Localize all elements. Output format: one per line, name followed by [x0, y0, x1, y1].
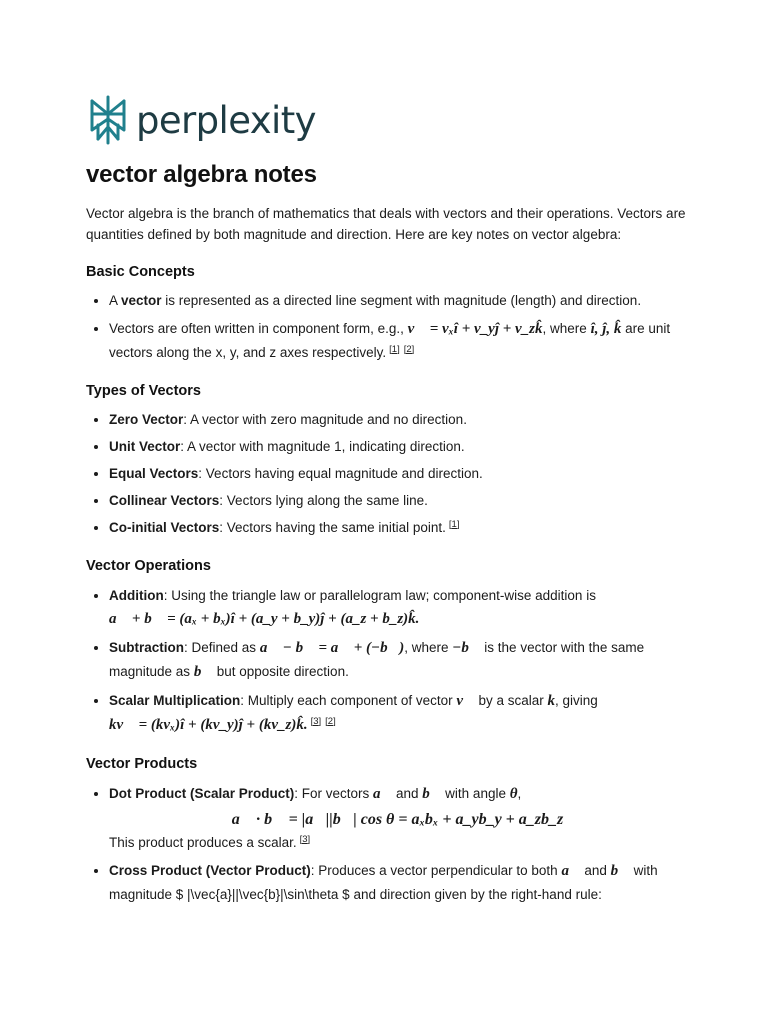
list-item: • Equal Vectors: Vectors having equal magnitude and direction. — [109, 463, 686, 485]
citation-link[interactable]: [1] — [389, 343, 400, 355]
citation-link[interactable]: [2] — [403, 343, 415, 355]
math-formula: k — [547, 693, 555, 709]
basic-concepts-list — [86, 290, 686, 364]
math-formula: b⃗ — [193, 664, 213, 680]
types-of-vectors-list — [86, 409, 686, 539]
list-item: • Scalar Multiplication: Multiply each component of vector v⃗ by a scalar k, giving kv⃗ = (kvₓ)î + (kv_y)ĵ + (kv_z)k̂. [3] [2] — [109, 689, 686, 737]
section-heading-vector-operations: Vector Operations — [86, 558, 211, 574]
list-item: • Co-initial Vectors: Vectors having the same initial point. [1] — [109, 517, 686, 539]
list-item: • Vectors are often written in component form, e.g., v⃗ = vₓî + v_yĵ + v_zk̂, where î, ĵ, k̂ are unit vectors along the x, y, and z axes respectively. [1] [2] — [109, 317, 686, 364]
vector-operations-list — [86, 584, 686, 737]
list-item: • Dot Product (Scalar Product): For vectors a⃗ and b⃗ with angle θ, a⃗ · b⃗ = |a⃗||b⃗| cos θ = aₓbₓ + a_yb_y + a_zb_z This product produces a scalar. [3] — [109, 782, 686, 854]
list-item: • Unit Vector: A vector with magnitude 1, indicating direction. — [109, 436, 686, 458]
section-heading-basic-concepts: Basic Concepts — [86, 264, 195, 280]
list-item: • Zero Vector: A vector with zero magnitude and no direction. — [109, 409, 686, 431]
citation-link[interactable]: [1] — [448, 518, 460, 530]
math-formula: a⃗ − b⃗ = a⃗ + (−b⃗) — [259, 640, 405, 656]
math-formula: v⃗ = vₓî + v_yĵ + v_zk̂ — [407, 321, 543, 337]
list-item: • Subtraction: Defined as a⃗ − b⃗ = a⃗ + (−b⃗), where −b⃗ is the vector with the same magnitude as b⃗ but opposite direction. — [109, 636, 686, 684]
math-formula: b⃗ — [610, 863, 630, 879]
math-formula: î, ĵ, k̂ — [590, 321, 622, 337]
list-item: • Addition: Using the triangle law or parallelogram law; component-wise addition is a⃗ + b⃗ = (aₓ + bₓ)î + (a_y + b_y)ĵ + (a_z + b_z)k̂. — [109, 584, 686, 631]
math-formula: b⃗ — [422, 786, 442, 802]
brand-name: perplexity — [136, 98, 316, 142]
intro-paragraph: Vector algebra is the branch of mathematics that deals with vectors and their operations. Vectors are quantities defined by both magnitude and direction. Here are key notes on vector algebra: — [86, 206, 686, 242]
math-formula: a⃗ + b⃗ = (aₓ + bₓ)î + (a_y + b_y)ĵ + (a_z + b_z)k̂. — [109, 611, 420, 627]
brand-logo — [86, 92, 686, 148]
math-formula: θ — [509, 786, 518, 802]
math-formula: v⃗ — [456, 693, 475, 709]
list-item: • Cross Product (Vector Product): Produces a vector perpendicular to both a⃗ and b⃗ with magnitude $ |\vec{a}||\vec{b}|\sin\theta $ and direction given by the right-hand rule: — [109, 859, 686, 906]
list-item: • A vector is represented as a directed line segment with magnitude (length) and direction. — [109, 290, 686, 312]
math-formula: −b⃗ — [452, 640, 481, 656]
citation-link[interactable]: [2] — [325, 715, 336, 727]
vector-products-list — [86, 782, 686, 906]
display-formula: a⃗ · b⃗ = |a⃗||b⃗| cos θ = aₓbₓ + a_yb_y + a_zb_z — [231, 811, 564, 828]
document — [86, 92, 686, 911]
math-formula: a⃗ — [561, 863, 581, 879]
citation-link[interactable]: [3] — [299, 833, 311, 845]
section-heading-vector-products: Vector Products — [86, 756, 198, 772]
math-formula: a⃗ — [373, 786, 393, 802]
list-item: • Collinear Vectors: Vectors lying along the same line. — [109, 490, 686, 512]
perplexity-logo-icon — [86, 95, 130, 145]
math-formula: kv⃗ = (kvₓ)î + (kv_y)ĵ + (kv_z)k̂. — [109, 717, 308, 733]
citation-link[interactable]: [3] — [310, 715, 322, 727]
section-heading-types-of-vectors: Types of Vectors — [86, 383, 201, 399]
page-title: vector algebra notes — [86, 161, 317, 188]
